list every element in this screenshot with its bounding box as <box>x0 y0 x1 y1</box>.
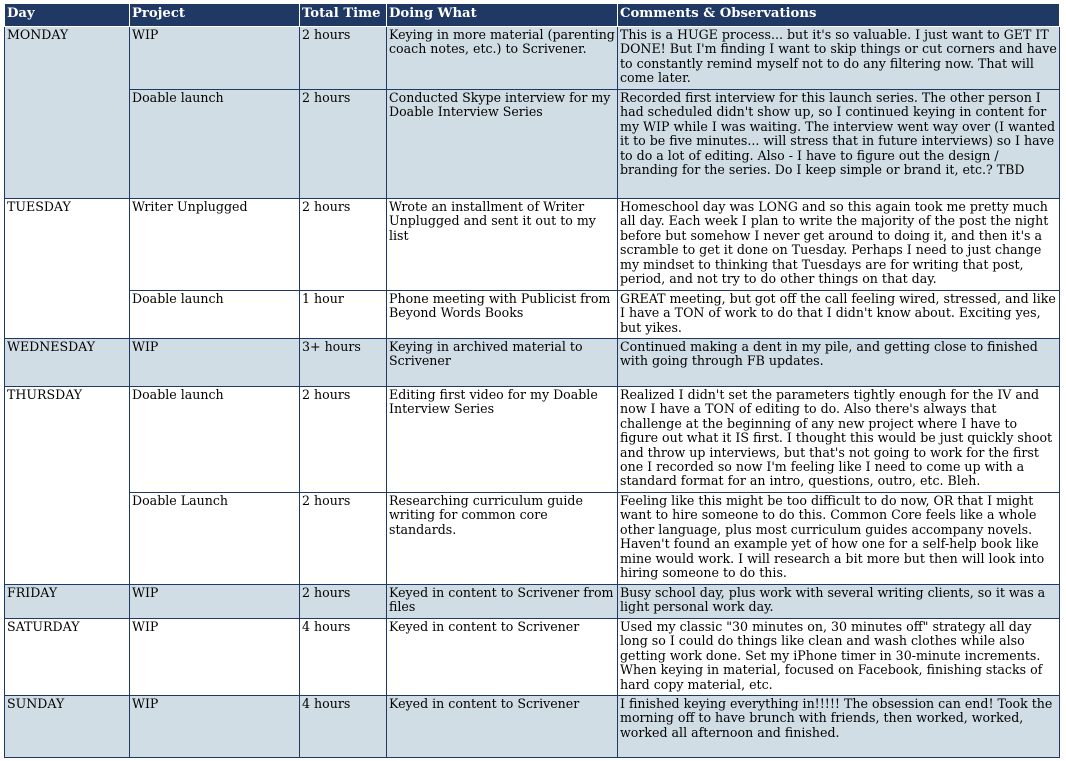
table-row <box>5 90 1060 199</box>
day-cell-thursday: THURSDAY <box>5 387 130 585</box>
table-row <box>5 339 1060 387</box>
header-total-time: Total Time <box>300 4 387 27</box>
table-row <box>5 696 1060 758</box>
doing-cell: Wrote an installment of Writer Unplugged and sent it out to my list <box>387 199 618 291</box>
time-cell: 2 hours <box>300 585 387 619</box>
comments-cell: Continued making a dent in my pile, and getting close to finished with going through FB updates. <box>618 339 1060 387</box>
header-row <box>5 4 1060 27</box>
doing-cell: Keyed in content to Scrivener <box>387 619 618 696</box>
project-cell: WIP <box>130 585 300 619</box>
table-row <box>5 493 1060 585</box>
day-cell-sunday: SUNDAY <box>5 696 130 758</box>
doing-cell: Keying in more material (parenting coach notes, etc.) to Scrivener. <box>387 27 618 90</box>
comments-cell: Feeling like this might be too difficult to do now, OR that I might want to hire someone to do this. Common Core feels like a whole other language, plus most curriculum guides accompany novels. Haven't found an example yet of how one for a self-help book like mine would work. I will research a bit more but then will look into hiring someone to do this. <box>618 493 1060 585</box>
doing-cell: Keying in archived material to Scrivener <box>387 339 618 387</box>
comments-cell: GREAT meeting, but got off the call feeling wired, stressed, and like I have a TON of work to do that I didn't know about. Exciting yes, but yikes. <box>618 291 1060 339</box>
weekly-log-table <box>4 3 1060 758</box>
time-cell: 2 hours <box>300 27 387 90</box>
table-row <box>5 387 1060 493</box>
time-cell: 2 hours <box>300 387 387 493</box>
table-row <box>5 585 1060 619</box>
table-row <box>5 199 1060 291</box>
project-cell: WIP <box>130 339 300 387</box>
project-cell: WIP <box>130 696 300 758</box>
comments-cell: Busy school day, plus work with several writing clients, so it was a light personal work day. <box>618 585 1060 619</box>
project-cell: Doable launch <box>130 387 300 493</box>
day-cell-wednesday: WEDNESDAY <box>5 339 130 387</box>
time-cell: 2 hours <box>300 493 387 585</box>
comments-cell: I finished keying everything in!!!!! The obsession can end! Took the morning off to have brunch with friends, then worked, worked, worked all afternoon and finished. <box>618 696 1060 758</box>
comments-cell: Used my classic "30 minutes on, 30 minutes off" strategy all day long so I could do things like clean and wash clothes while also getting work done. Set my iPhone timer in 30-minute increments. When keying in material, focused on Facebook, finishing stacks of hard copy material, etc. <box>618 619 1060 696</box>
header-comments: Comments & Observations <box>618 4 1060 27</box>
header-doing-what: Doing What <box>387 4 618 27</box>
time-cell: 3+ hours <box>300 339 387 387</box>
project-cell: Doable launch <box>130 291 300 339</box>
doing-cell: Editing first video for my Doable Interview Series <box>387 387 618 493</box>
day-cell-saturday: SATURDAY <box>5 619 130 696</box>
time-cell: 1 hour <box>300 291 387 339</box>
doing-cell: Conducted Skype interview for my Doable Interview Series <box>387 90 618 199</box>
doing-cell: Keyed in content to Scrivener from files <box>387 585 618 619</box>
time-cell: 2 hours <box>300 90 387 199</box>
doing-cell: Researching curriculum guide writing for common core standards. <box>387 493 618 585</box>
header-day: Day <box>5 4 130 27</box>
schedule-document <box>4 3 1060 758</box>
project-cell: Writer Unplugged <box>130 199 300 291</box>
table-row <box>5 619 1060 696</box>
day-cell-monday: MONDAY <box>5 27 130 199</box>
time-cell: 4 hours <box>300 696 387 758</box>
time-cell: 4 hours <box>300 619 387 696</box>
comments-cell: Recorded first interview for this launch series. The other person I had scheduled didn't show up, so I continued keying in content for my WIP while I was waiting. The interview went way over (I wanted it to be five minutes... will stress that in future interviews) so I have to do a lot of editing. Also - I have to figure out the design / branding for the series. Do I keep simple or brand it, etc.? TBD <box>618 90 1060 199</box>
comments-cell: This is a HUGE process... but it's so valuable. I just want to GET IT DONE! But I'm finding I want to skip things or cut corners and have to constantly remind myself not to do any filtering now. That will come later. <box>618 27 1060 90</box>
table-row <box>5 291 1060 339</box>
header-project: Project <box>130 4 300 27</box>
table-row <box>5 27 1060 90</box>
project-cell: WIP <box>130 27 300 90</box>
doing-cell: Keyed in content to Scrivener <box>387 696 618 758</box>
comments-cell: Homeschool day was LONG and so this again took me pretty much all day. Each week I plan to write the majority of the post the night before but somehow I never get around to doing it, and then it's a scramble to get it done on Tuesday. Perhaps I need to just change my mindset to thinking that Tuesdays are for writing that post, period, and not try to do other things on that day. <box>618 199 1060 291</box>
comments-cell: Realized I didn't set the parameters tightly enough for the IV and now I have a TON of editing to do. Also there's always that challenge at the beginning of any new project where I have to figure out what it IS first. I thought this would be just quickly shoot and throw up interviews, but that's not going to work for the first one I recorded so now I'm feeling like I need to come up with a standard format for an intro, questions, outro, etc. Bleh. <box>618 387 1060 493</box>
project-cell: Doable launch <box>130 90 300 199</box>
day-cell-tuesday: TUESDAY <box>5 199 130 339</box>
project-cell: Doable Launch <box>130 493 300 585</box>
time-cell: 2 hours <box>300 199 387 291</box>
doing-cell: Phone meeting with Publicist from Beyond Words Books <box>387 291 618 339</box>
day-cell-friday: FRIDAY <box>5 585 130 619</box>
project-cell: WIP <box>130 619 300 696</box>
